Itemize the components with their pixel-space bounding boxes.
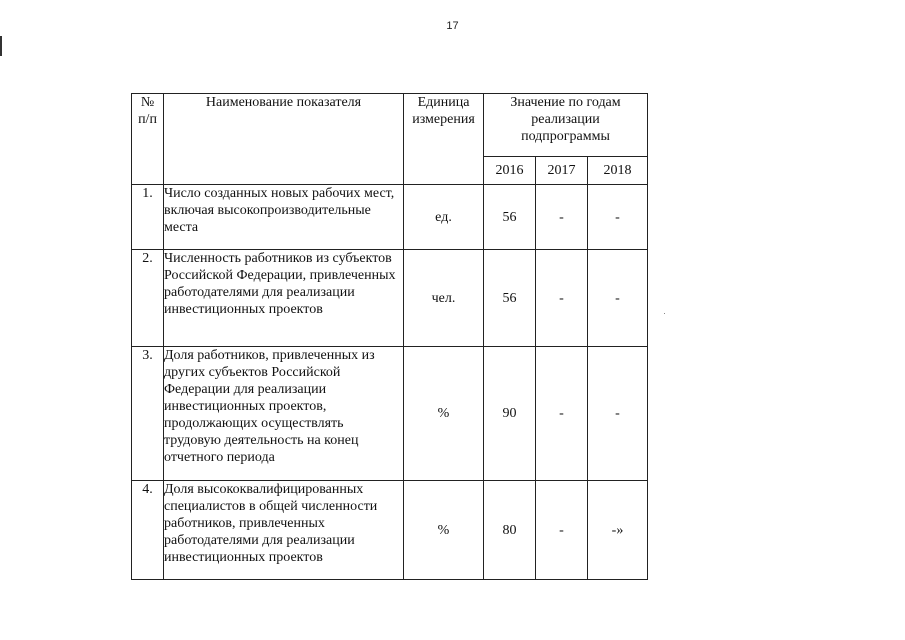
value-2016: 56 — [484, 250, 536, 347]
header-unit — [404, 94, 484, 185]
header-unit-label: Единица измерения — [412, 95, 475, 127]
unit-cell: % — [404, 347, 484, 481]
value-2016: 80 — [484, 481, 536, 580]
value-2018: -» — [588, 481, 648, 580]
header-number-label: № п/п — [138, 95, 157, 127]
header-indicator-name-label: Наименование показателя — [205, 95, 362, 110]
header-values-by-year — [484, 94, 648, 157]
indicator-name: Число созданных новых рабочих мест, включая высокопроизводительные места — [164, 185, 404, 250]
value-2016: 56 — [484, 185, 536, 250]
row-number: 2. — [132, 250, 164, 347]
value-2018: - — [588, 185, 648, 250]
value-2017: - — [536, 185, 588, 250]
indicator-name: Доля высококвалифицированных специалистов в общей численности работников, привлеченных работодателями для реализации инвестиционных проектов — [164, 481, 404, 580]
scan-edge-mark — [0, 36, 2, 56]
unit-cell: % — [404, 481, 484, 580]
scan-speck — [664, 313, 665, 314]
indicator-name: Численность работников из субъектов Российской Федерации, привлеченных работодателями для реализации инвестиционных проектов — [164, 250, 404, 347]
indicator-name: Доля работников, привлеченных из других субъектов Российской Федерации для реализации инвестиционных проектов, продолжающих осуществлять трудовую деятельность на конец отчетного периода — [164, 347, 404, 481]
header-indicator-name — [164, 94, 404, 185]
unit-cell: ед. — [404, 185, 484, 250]
value-2018: - — [588, 347, 648, 481]
row-number: 4. — [132, 481, 164, 580]
table-row — [132, 185, 648, 250]
header-row — [132, 94, 648, 157]
row-number: 1. — [132, 185, 164, 250]
indicators-table — [131, 93, 648, 580]
table-row — [132, 347, 648, 481]
page-number: 17 — [446, 20, 459, 32]
value-2018: - — [588, 250, 648, 347]
value-2017: - — [536, 347, 588, 481]
value-2017: - — [536, 250, 588, 347]
header-year-2018: 2018 — [588, 157, 648, 185]
value-2017: - — [536, 481, 588, 580]
header-number — [132, 94, 164, 185]
unit-cell: чел. — [404, 250, 484, 347]
table-row — [132, 481, 648, 580]
row-number: 3. — [132, 347, 164, 481]
header-year-2016: 2016 — [484, 157, 536, 185]
value-2016: 90 — [484, 347, 536, 481]
header-values-label: Значение по годам реализации подпрограммы — [510, 95, 621, 144]
header-year-2017: 2017 — [536, 157, 588, 185]
table-row — [132, 250, 648, 347]
